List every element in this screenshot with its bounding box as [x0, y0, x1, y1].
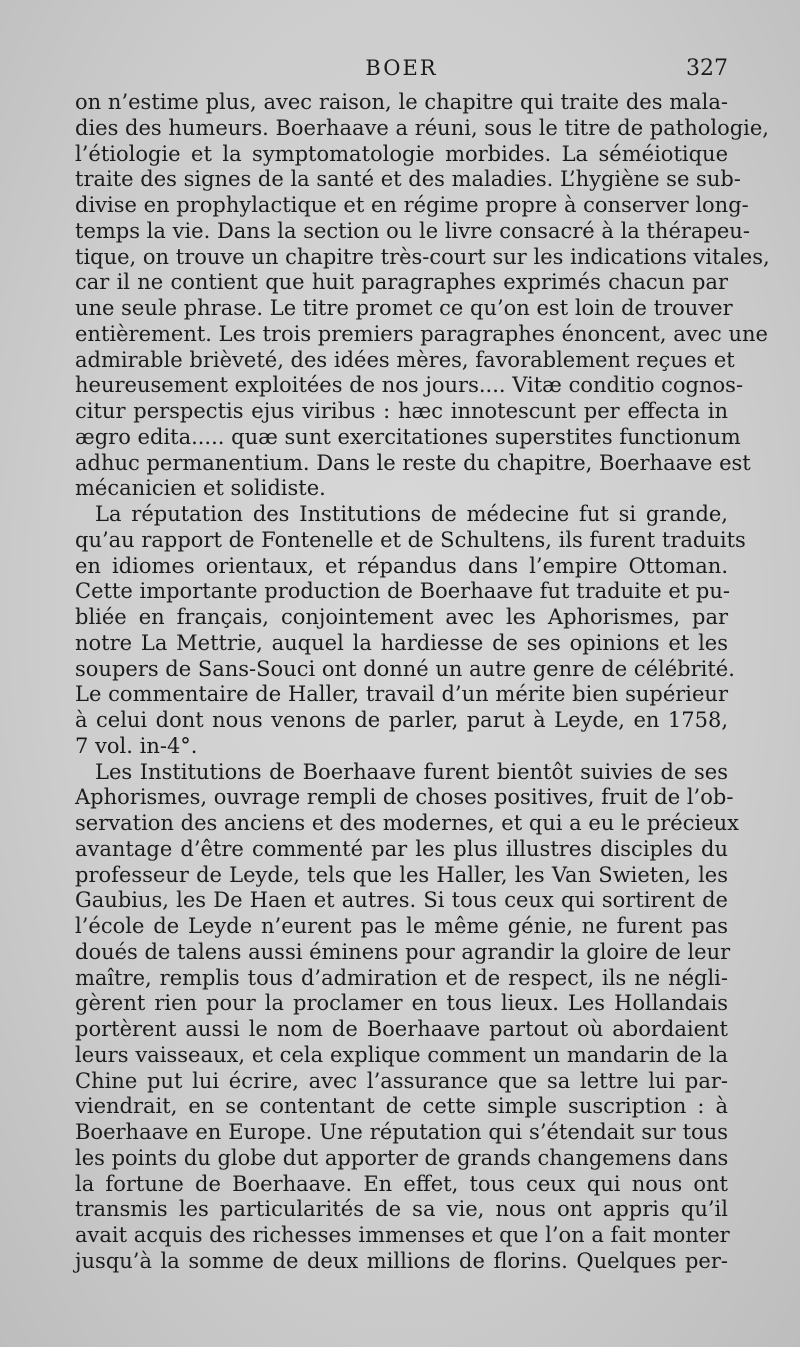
text-line: l’école de Leyde n’eurent pas le même génie, ne furent pas	[75, 914, 728, 938]
text-line: jusqu’à la somme de deux millions de florins. Quelques per-	[75, 1248, 728, 1273]
paragraph-3	[75, 759, 740, 1275]
text-line: la fortune de Boerhaave. En effet, tous ceux qui nous ont	[75, 1171, 728, 1196]
page-header	[75, 56, 728, 88]
text-line: les points du globe dut apporter de grands changemens dans	[75, 1145, 729, 1170]
paragraph-2	[75, 502, 746, 760]
text-line: heureusement exploitées de nos jours.... Vitæ conditio cognos-	[75, 373, 744, 398]
text-line: tique, on trouve un chapitre très-court sur les indications vitales,	[75, 244, 770, 269]
text-line: leurs vaisseaux, et cela explique comment un mandarin de la	[75, 1042, 728, 1067]
running-head: BOER	[365, 56, 438, 80]
text-line: portèrent aussi le nom de Boerhaave partout où abordaient	[75, 1017, 728, 1041]
text-line: professeur de Leyde, tels que les Haller, les Van Swieten, les	[75, 862, 728, 887]
text-line: doués de talens aussi éminens pour agrandir la gloire de leur	[75, 939, 731, 964]
text-line: Aphorismes, ouvrage rempli de choses positives, fruit de l’ob-	[75, 785, 734, 810]
text-line: Les Institutions de Boerhaave furent bientôt suivies de ses	[95, 759, 728, 784]
page-number: 327	[686, 56, 728, 81]
text-line: admirable brièveté, des idées mères, favorablement reçues et	[75, 347, 735, 372]
text-line: maître, remplis tous d’admiration et de respect, ils ne négli-	[75, 965, 728, 990]
text-line: adhuc permanentium. Dans le reste du chapitre, Boerhaave est	[75, 450, 751, 475]
text-line: traite des signes de la santé et des maladies. L’hygiène se sub-	[75, 167, 741, 192]
text-line: car il ne contient que huit paragraphes exprimés chacun par	[75, 270, 728, 295]
text-line: avait acquis des richesses immenses et que l’on a fait monter	[75, 1223, 730, 1247]
body-text	[75, 90, 770, 1275]
text-line: mécanicien et solidiste.	[75, 476, 326, 501]
text-line: en idiomes orientaux, et répandus dans l’empire Ottoman.	[75, 553, 728, 578]
text-line: Le commentaire de Haller, travail d’un mérite bien supérieur	[75, 682, 728, 707]
text-line: on n’estime plus, avec raison, le chapitre qui traite des mala-	[75, 90, 728, 114]
text-line: divise en prophylactique et en régime propre à conserver long-	[75, 193, 749, 217]
text-line: Boerhaave en Europe. Une réputation qui s’étendait sur tous	[75, 1120, 728, 1144]
paragraph-1	[75, 90, 770, 502]
text-line: soupers de Sans-Souci ont donné un autre genre de célébrité.	[75, 656, 735, 681]
text-line: avantage d’être commenté par les plus illustres disciples du	[75, 836, 728, 861]
text-line: Chine put lui écrire, avec l’assurance que sa lettre lui par-	[75, 1068, 728, 1093]
text-line: Gaubius, les De Haen et autres. Si tous ceux qui sortirent de	[75, 888, 728, 913]
text-line: viendrait, en se contentant de cette simple suscription : à	[75, 1094, 728, 1119]
text-line: qu’au rapport de Fontenelle et de Schultens, ils furent traduits	[75, 527, 746, 552]
text-line: La réputation des Institutions de médecine fut si grande,	[95, 502, 728, 526]
text-line: entièrement. Les trois premiers paragraphes énoncent, avec une	[75, 321, 768, 346]
text-line: servation des anciens et des modernes, et qui a eu le précieux	[75, 811, 740, 835]
text-line: gèrent rien pour la proclamer en tous lieux. Les Hollandais	[75, 991, 728, 1016]
text-line: bliée en français, conjointement avec les Aphorismes, par	[75, 605, 728, 629]
text-line: Cette importante production de Boerhaave fut traduite et pu-	[75, 579, 730, 604]
text-line: citur perspectis ejus viribus : hæc innotescunt per effecta in	[75, 399, 728, 423]
text-line: ægro edita..... quæ sunt exercitationes superstites functionum	[75, 424, 741, 449]
text-line: notre La Mettrie, auquel la hardiesse de ses opinions et les	[75, 630, 728, 655]
text-line: l’étiologie et la symptomatologie morbides. La séméiotique	[75, 141, 728, 166]
text-line: temps la vie. Dans la section ou le livre consacré à la thérapeu-	[75, 218, 750, 243]
text-line: transmis les particularités de sa vie, nous ont appris qu’il	[75, 1197, 728, 1222]
text-line: 7 vol. in-4°.	[75, 733, 198, 758]
text-line: une seule phrase. Le titre promet ce qu’on est loin de trouver	[75, 296, 733, 320]
text-line: à celui dont nous venons de parler, parut à Leyde, en 1758,	[75, 708, 728, 732]
text-line: dies des humeurs. Boerhaave a réuni, sous le titre de pathologie,	[75, 115, 769, 140]
